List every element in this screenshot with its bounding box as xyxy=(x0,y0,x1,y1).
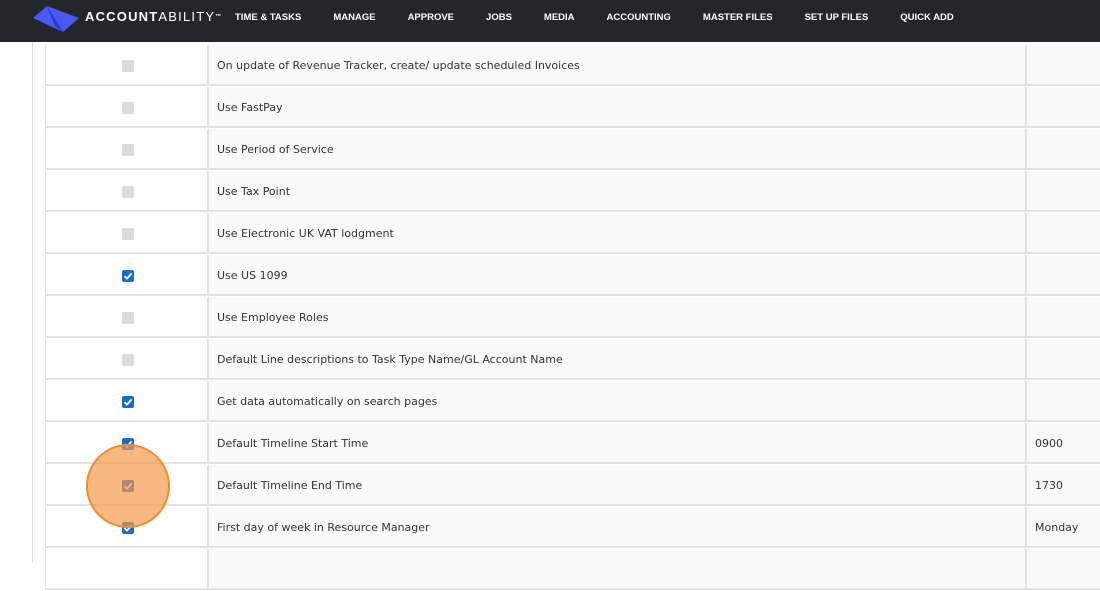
settings-row-partial xyxy=(45,549,1100,591)
description-cell xyxy=(209,381,1027,422)
nav-accounting[interactable]: ACCOUNTING xyxy=(606,12,671,23)
nav-media[interactable]: MEDIA xyxy=(543,12,575,23)
setting-label: First day of week in Resource Manager xyxy=(217,521,430,534)
settings-row xyxy=(45,339,1100,381)
brand-wordmark[interactable] xyxy=(85,9,221,25)
checkbox-cell xyxy=(45,87,209,128)
setting-value: 1730 xyxy=(1035,479,1063,492)
nav-approve[interactable]: APPROVE xyxy=(407,12,455,23)
value-cell[interactable] xyxy=(1027,129,1100,170)
setting-label: Default Timeline Start Time xyxy=(217,437,369,450)
checkbox-cell xyxy=(45,297,209,338)
description-cell xyxy=(209,339,1027,380)
setting-label: Use Employee Roles xyxy=(217,311,329,324)
settings-row xyxy=(45,423,1100,465)
value-cell[interactable] xyxy=(1027,45,1100,86)
setting-checkbox[interactable] xyxy=(122,228,134,240)
description-cell xyxy=(209,297,1027,338)
settings-row xyxy=(45,171,1100,213)
nav-set-up-files[interactable]: SET UP FILES xyxy=(804,12,869,23)
checkmark-icon xyxy=(123,271,133,281)
page-left-border xyxy=(32,42,33,563)
settings-row xyxy=(45,129,1100,171)
value-cell[interactable] xyxy=(1027,507,1100,548)
trademark-mark: ™ xyxy=(215,14,222,20)
setting-label: Use Period of Service xyxy=(217,143,334,156)
setting-label: Use US 1099 xyxy=(217,269,288,282)
top-navigation-bar xyxy=(0,0,1100,42)
settings-row xyxy=(45,213,1100,255)
value-cell[interactable] xyxy=(1027,423,1100,464)
nav-quick-add[interactable]: QUICK ADD xyxy=(900,12,954,23)
setting-checkbox[interactable] xyxy=(122,270,134,282)
setting-checkbox[interactable] xyxy=(122,144,134,156)
click-highlight-marker xyxy=(86,444,170,528)
setting-value: 0900 xyxy=(1035,437,1063,450)
settings-row xyxy=(45,297,1100,339)
value-cell[interactable] xyxy=(1027,297,1100,338)
setting-label: Use Electronic UK VAT lodgment xyxy=(217,227,394,240)
description-cell xyxy=(209,423,1027,464)
main-nav xyxy=(219,0,970,36)
description-cell xyxy=(209,171,1027,212)
nav-master-files[interactable]: MASTER FILES xyxy=(702,12,773,23)
value-cell[interactable] xyxy=(1027,339,1100,380)
setting-label: Default Timeline End Time xyxy=(217,479,363,492)
checkbox-cell xyxy=(45,549,209,590)
settings-table xyxy=(45,45,1100,591)
settings-row xyxy=(45,465,1100,507)
value-cell[interactable] xyxy=(1027,213,1100,254)
checkbox-cell xyxy=(45,339,209,380)
value-cell xyxy=(1027,549,1100,590)
brand-logo-icon[interactable] xyxy=(33,6,79,32)
brand-name-prefix: ACCOUNT xyxy=(85,9,159,24)
description-cell xyxy=(209,549,1027,590)
setting-label: Use FastPay xyxy=(217,101,283,114)
checkbox-cell xyxy=(45,45,209,86)
brand-name-suffix: ABILITY xyxy=(158,9,216,24)
description-cell xyxy=(209,87,1027,128)
value-cell[interactable] xyxy=(1027,255,1100,296)
checkbox-cell xyxy=(45,381,209,422)
description-cell xyxy=(209,45,1027,86)
settings-row xyxy=(45,507,1100,549)
checkmark-icon xyxy=(123,397,133,407)
setting-checkbox[interactable] xyxy=(122,354,134,366)
setting-checkbox[interactable] xyxy=(122,186,134,198)
settings-row xyxy=(45,255,1100,297)
description-cell xyxy=(209,213,1027,254)
value-cell[interactable] xyxy=(1027,171,1100,212)
setting-checkbox[interactable] xyxy=(122,102,134,114)
setting-checkbox[interactable] xyxy=(122,60,134,72)
nav-manage[interactable]: MANAGE xyxy=(333,12,376,23)
value-cell[interactable] xyxy=(1027,381,1100,422)
settings-row xyxy=(45,87,1100,129)
settings-row xyxy=(45,381,1100,423)
description-cell xyxy=(209,507,1027,548)
description-cell xyxy=(209,255,1027,296)
checkbox-cell xyxy=(45,129,209,170)
setting-value: Monday xyxy=(1035,521,1079,534)
setting-label: Get data automatically on search pages xyxy=(217,395,438,408)
setting-checkbox[interactable] xyxy=(122,396,134,408)
checkbox-cell xyxy=(45,255,209,296)
setting-checkbox[interactable] xyxy=(122,312,134,324)
value-cell[interactable] xyxy=(1027,87,1100,128)
value-cell[interactable] xyxy=(1027,465,1100,506)
nav-jobs[interactable]: JOBS xyxy=(486,12,512,23)
description-cell xyxy=(209,129,1027,170)
settings-row xyxy=(45,45,1100,87)
setting-label: Default Line descriptions to Task Type Name/GL Account Name xyxy=(217,353,563,366)
checkbox-cell xyxy=(45,171,209,212)
setting-label: Use Tax Point xyxy=(217,185,291,198)
description-cell xyxy=(209,465,1027,506)
setting-label: On update of Revenue Tracker, create/ update scheduled Invoices xyxy=(217,59,580,72)
nav-time-and-tasks[interactable]: TIME & TASKS xyxy=(235,12,302,23)
checkbox-cell xyxy=(45,213,209,254)
